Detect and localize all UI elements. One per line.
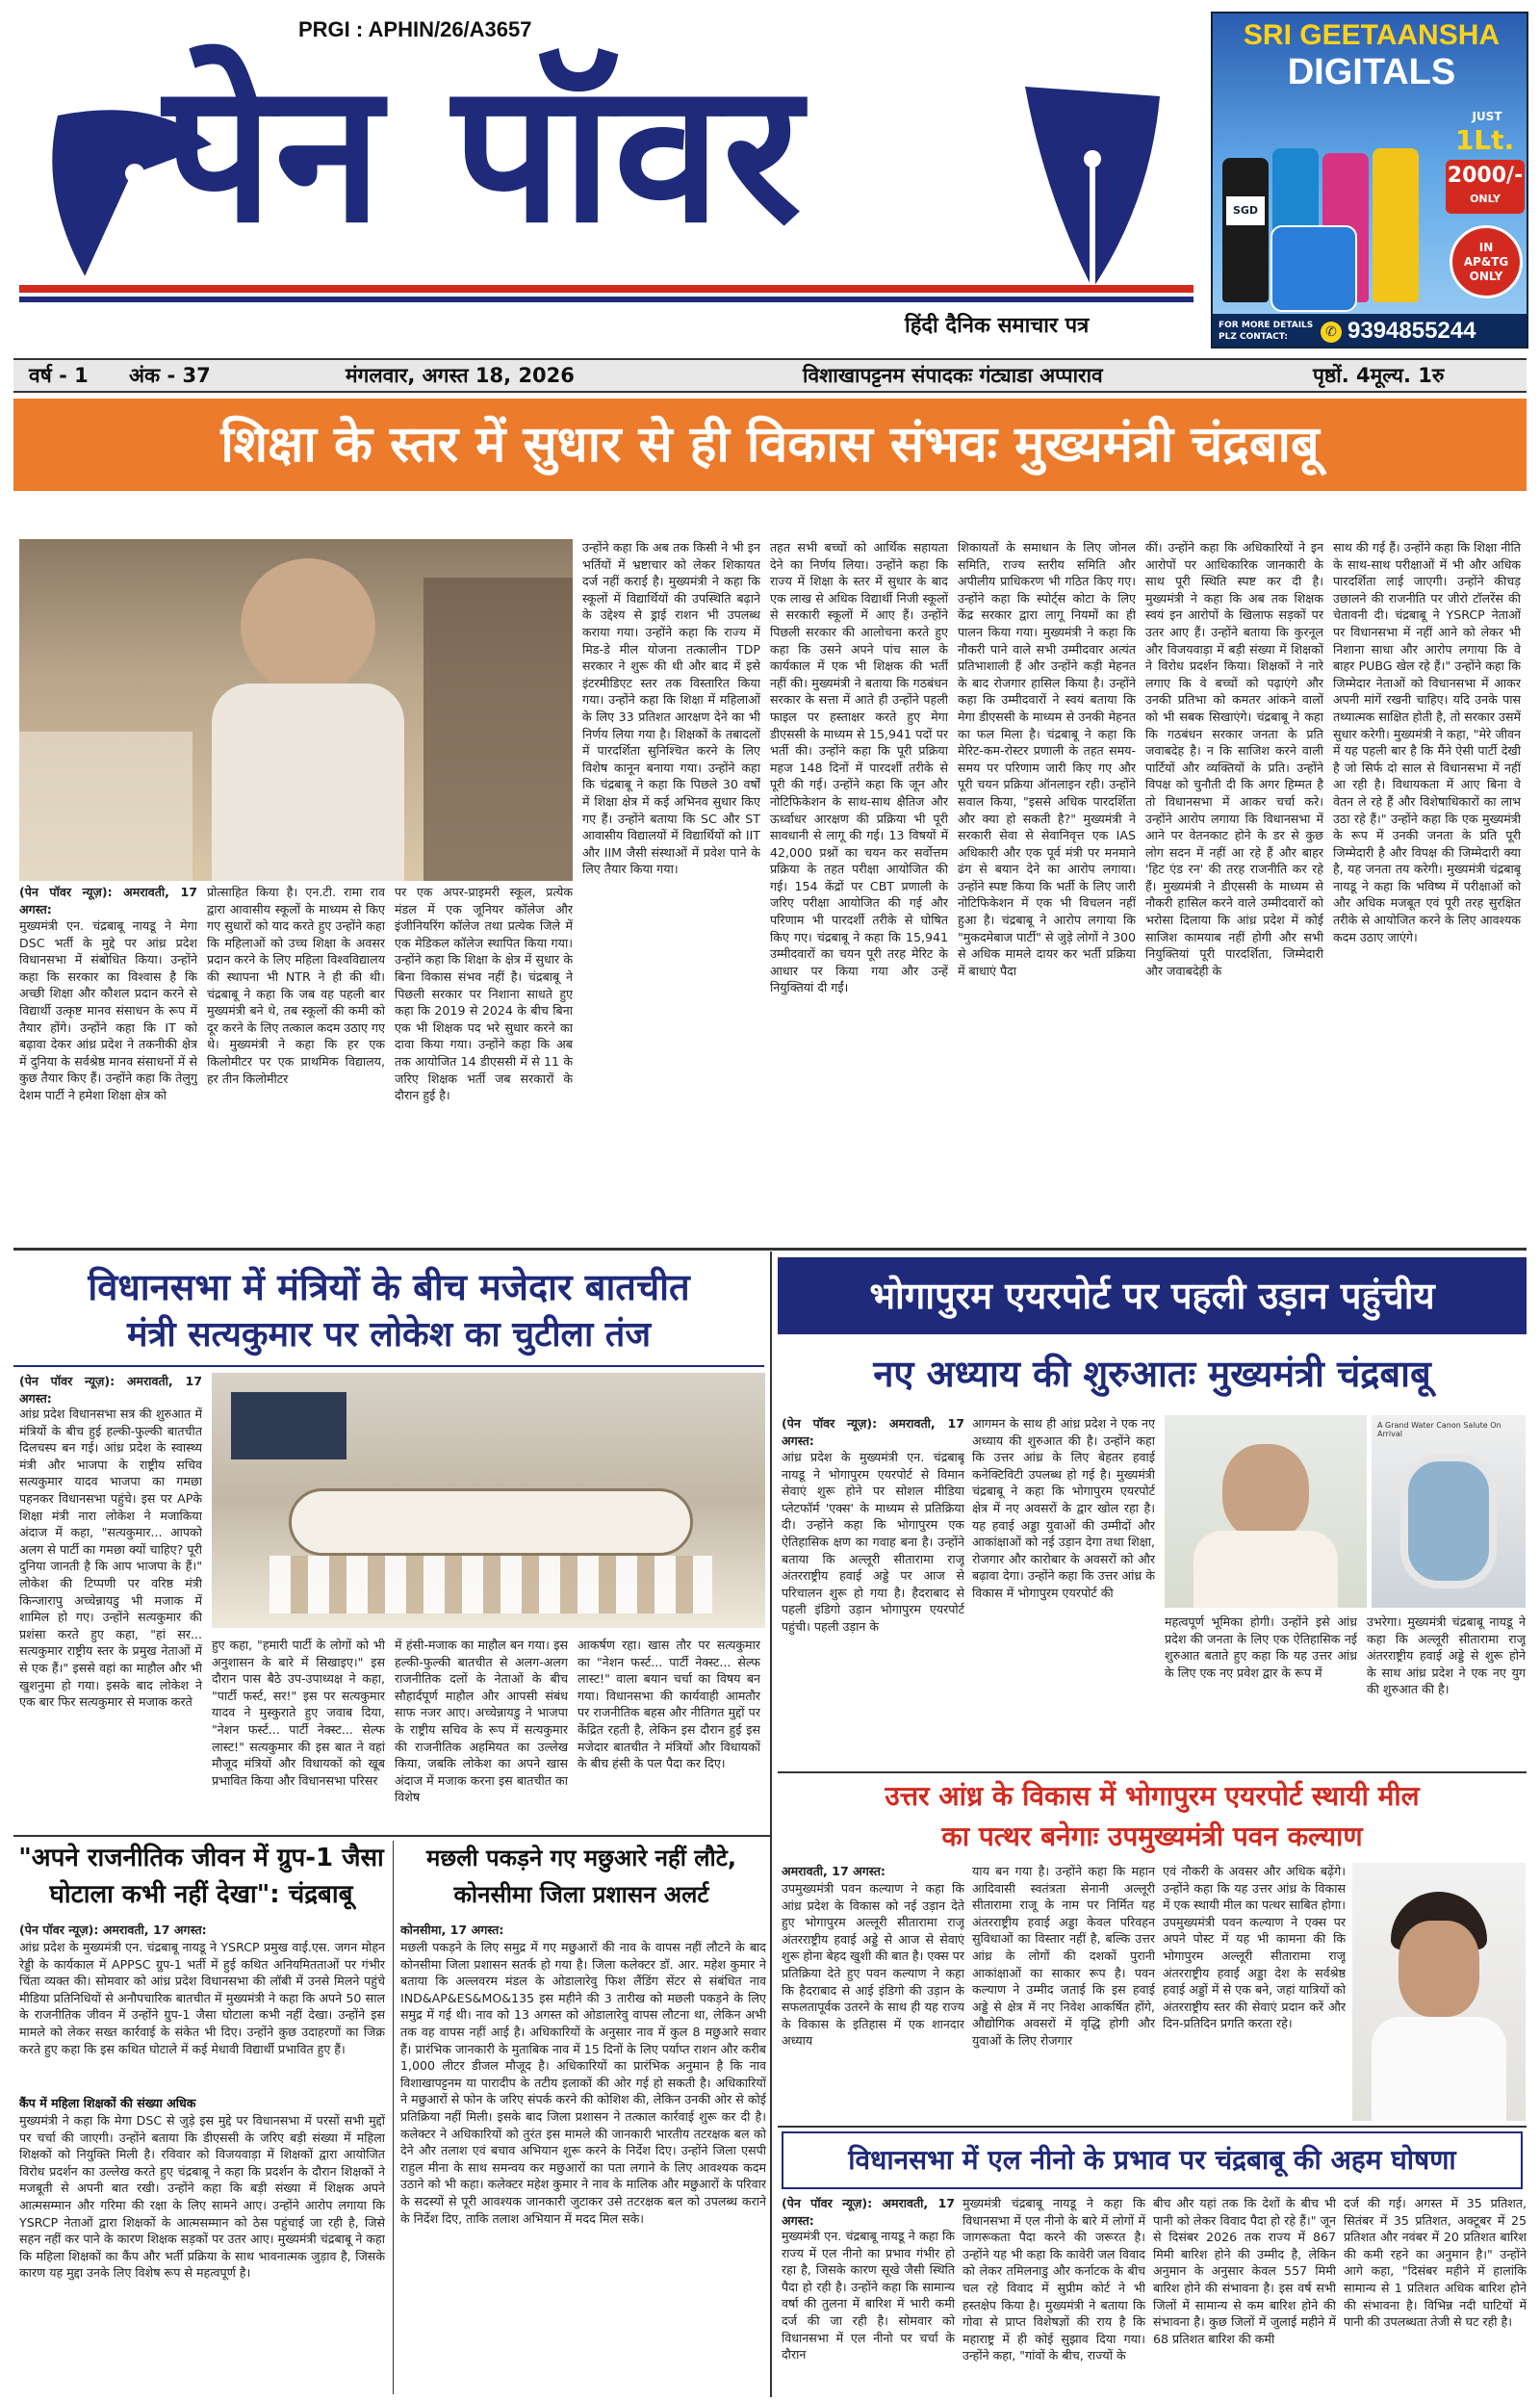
masthead-underline-red <box>19 285 1194 293</box>
pawan-headline2: का पत्थर बनेगाः उपमुख्यमंत्री पवन कल्याण <box>941 1820 1363 1852</box>
section-divider-right-2 <box>778 2126 1527 2128</box>
pawan-col3: एवं नौकरी के अवसर और अधिक बढ़ेंगे। उन्होंने कहा कि यह उत्तर आंध्र के विकास में एक स्थायी मील का पत्थर साबित होगा। उपमुख्यमंत्री पवन कल्याण ने एक्स पर अपने पोस्ट में यह भी कामना की कि भोगापुरम अल्लूरी सीतारामा राजू अंतरराष्ट्रीय हवाई अड्डा देश के सर्वश्रेष्ठ हवाई अड्डों में से एक बने, जहां यात्रियों को अंतरराष्ट्रीय स्तर की सेवाएं प्रदान करें और दिन-प्रतिदिन प्रगति करता रहे। <box>1163 1864 1346 2031</box>
ad-bottles <box>1222 119 1434 312</box>
ad-size: 1Lt. <box>1454 124 1515 156</box>
airport-col3: महत्वपूर्ण भूमिका होगी। उन्होंने इसे आंध्र प्रदेश की जनता के लिए एक ऐतिहासिक नई शुरुआत बताते हुए कहा कि यह उत्तर आंध्र के लिए एक नए प्रवेश द्वार के रूप में <box>1165 1614 1357 1680</box>
elnino-dateline: (पेन पॉवर न्यूज़): अमरावती, 17 अगस्त: <box>782 2196 955 2228</box>
aircraft-window-photo <box>1372 1415 1526 1608</box>
photo-figure-body <box>212 684 404 881</box>
ad-just: JUST <box>1472 110 1502 123</box>
airport-headline1: भोगापुरम एयरपोर्ट पर पहली उड़ान पहुंचीय <box>869 1275 1435 1317</box>
ad-brand-line2: DIGITALS <box>1287 52 1456 92</box>
masthead <box>0 0 1194 351</box>
photo-table <box>289 1488 693 1556</box>
ad-region: IN AP&TG ONLY <box>1463 240 1509 283</box>
cm-portrait-photo <box>1165 1415 1367 1608</box>
masthead-tagline: हिंदी दैनिक समाचार पत्र <box>905 314 1090 338</box>
airport-col1: आंध्र प्रदेश के मुख्यमंत्री एन. चंद्रबाबू नायडू ने भोगापुरम एयरपोर्ट से विमान सेवाएं शुरू होने पर सोशल मीडिया प्लेटफॉर्म 'एक्स' के माध्यम से प्रतिक्रिया दी। उन्होंने कहा कि भोगापुरम एक ऐतिहासिक क्षण का गवाह बना है। उन्होंने बताया कि अल्लूरी सीतारामा राजू अंतरराष्ट्रीय हवाई अड्डे पर आज से परिचालन शुरू हो गया है। हैदराबाद से पहली इंडिगो उड़ान भोगापुरम एयरपोर्ट पहुंची। पहली उड़ान के <box>782 1450 964 1634</box>
fishing-headline2: कोनसीमा जिला प्रशासन अलर्ट <box>453 1881 709 1908</box>
lead-col2: प्रोत्साहित किया है। एन.टी. रामा राव द्वारा आवासीय स्कूलों के माध्यम से किए गए सुधारों को याद करते हुए उन्होंने कहा कि महिलाओं को उच्च शिक्षा के अवसर प्रदान करने के लिए महिला विश्वविद्यालय की स्थापना भी NTR ने ही की थी। चंद्रबाबू ने कहा कि जब वह पहली बार मुख्यमंत्री बने थे, तब स्कूलों की कमी को दूर करने के लिए तत्काल कदम उठाए गए थे। मुख्यमंत्री ने कहा कि हर एक किलोमीटर पर एक प्राथमिक विद्यालय, हर तीन किलोमीटर <box>207 885 385 1086</box>
info-date: मंगलवार, अगस्त 18, 2026 <box>346 364 575 387</box>
airport-headline-bar <box>778 1257 1527 1411</box>
airport-col4: उभरेगा। मुख्यमंत्री चंद्रबाबू नायडू ने कहा कि अल्लूरी सीतारामा राजू अंतरराष्ट्रीय हवाई अड्डे से शुरू होने के साथ आंध्र प्रदेश ने एक नए युग की शुरुआत की है। <box>1367 1614 1526 1697</box>
assembly-col1: आंध्र प्रदेश विधानसभा सत्र की शुरुआत में मंत्रियों के बीच हुई हल्की-फुल्की बातचीत दिलचस्प बन गई। आंध्र प्रदेश के स्वास्थ्य मंत्री और भाजपा के राष्ट्रीय सचिव सत्यकुमार यादव भाजपा का गमछा पहनकर विधानसभा पहुंचे। इस पर APके शिक्षा मंत्री नारा लोकेश ने मजाकिया अंदाज में कहा, "सत्यकुमार... आपको अलग से पार्टी का गमछा क्यों चाहिए? पूरी दुनिया जानती है कि आप भाजपा के हैं।" लोकेश की टिप्पणी पर वरिष्ठ मंत्री किन्जारापु अच्चेन्नायडु भी मजाक में शामिल हो गए। उन्होंने सत्यकुमार की प्रशंसा करते हुए कहा, "हां सर... सत्यकुमार राष्ट्रीय स्तर के प्रमुख नेताओं में से एक हैं।" इससे वहां का माहौल और भी खुशनुमा हो गया। इसके बाद लोकेश ने एक बार फिर सत्यकुमार से मजाक करते <box>19 1407 202 1710</box>
photo-background-members-right <box>424 578 573 881</box>
lead-dateline: (पेन पॉवर न्यूज़): अमरावती, 17 अगस्त: <box>19 885 197 917</box>
advertisement[interactable] <box>1211 12 1528 349</box>
section-divider <box>13 1248 1527 1251</box>
fishing-body: मछली पकड़ने के लिए समुद्र में गए मछुआरों की नाव के वापस नहीं लौटने के बाद कोनसीमा जिला प्रशासन सतर्क हो गया है। जिला कलेक्टर डॉ. आर. महेश कुमार ने बताया कि अल्लवरम मंडल के ओडालारेवु फिश लैंडिंग सेंटर से संबंधित नाव IND&AP&ES&MO&135 इस महीने की 3 तारीख को मछली पकड़ने के लिए समुद्र में गई थी। नाव को 13 अगस्त को ओडालारेवु वापस लौटना था, लेकिन अभी तक वह वापस नहीं आई है। अधिकारियों के अनुसार नाव में कुल 8 मछुआरे सवार हैं। प्रारंभिक जानकारी के मुताबिक नाव में 15 दिनों के लिए पर्याप्त राशन और करीब 1,000 लीटर डीजल मौजूद है। अधिकारियों का प्रारंभिक अनुमान है कि नाव विशाखापट्टनम या पारादीप के तटीय इलाकों की ओर गई हो सकती है। अधिकारियों ने मछुआरों से फोन के जरिए संपर्क करने की कोशिश की, लेकिन उनकी ओर से कोई प्रतिक्रिया नहीं मिली। इसके बाद जिला प्रशासन ने तत्काल कार्रवाई शुरू कर दी है। कलेक्टर ने अधिकारियों को तुरंत इस मामले की जानकारी भारतीय तटरक्षक बल को देने और तलाश एवं बचाव अभियान शुरू करने के निर्देश दिए। उन्होंने जिला एसपी राहुल मीना के साथ समन्वय कर मछुआरों का पता लगाने के लिए आवश्यक कदम उठाने को भी कहा। कलेक्टर महेश कुमार ने नाव के मालिक और मछुआरों के परिवार के सदस्यों से पूरी आवश्यक जानकारी जुटाकर उसे तटरक्षक बल को उपलब्ध कराने के निर्देश दिए, ताकि तलाश अभियान में मदद मिल सके। <box>400 1940 766 2226</box>
pawan-dateline: अमरावती, 17 अगस्त: <box>782 1864 886 1878</box>
section-divider-right <box>778 1771 1527 1773</box>
elnino-col3: बीच और यहां तक कि देशों के बीच भी पानी को लेकर विवाद पैदा हो रहे हैं।" जून से दिसंबर 2026 तक राज्य में 867 मिमी बारिश होने की उम्मीद है, लेकिन अनुमान के अनुसार केवल 557 मिमी बारिश होने की संभावना है। इस वर्ष सभी जिलों में सामान्य से कम बारिश होने की संभावना है। कुछ जिलों में जुलाई महीने में 68 प्रतिशत बारिश की कमी <box>1153 2196 1336 2346</box>
assembly-meeting-photo <box>212 1373 765 1628</box>
pawan-col2: याय बन गया है। उन्होंने कहा कि महान आदिवासी स्वतंत्रता सेनानी अल्लूरी सीतारामा राजू के नाम पर निर्मित यह अंतरराष्ट्रीय हवाई अड्डा केवल परिवहन सुविधाओं का विस्तार नहीं है, बल्कि उत्तर आंध्र के लोगों की दशकों पुरानी आकांक्षाओं का साकार रूप है। पवन कल्याण ने उम्मीद जताई कि इस हवाई अड्डे से क्षेत्र में नए निवेश आकर्षित होंगे, औद्योगिक अवसरों में वृद्धि होगी और युवाओं के लिए रोजगार <box>972 1864 1155 2048</box>
group1-headline2: घोटाला कभी नहीं देखा": चंद्रबाबू <box>49 1880 353 1909</box>
pawan-col1: उपमुख्यमंत्री पवन कल्याण ने कहा कि आंध्र प्रदेश के विकास को नई उड़ान देते हुए भोगापुरम अल्लूरी सीतारामा राजू अंतरराष्ट्रीय हवाई अड्डे से आज से सेवाएं शुरू होना बेहद खुशी की बात है। एक्स पर प्रतिक्रिया देते हुए पवन कल्याण ने कहा कि हैदराबाद से आई इंडिगो की उड़ान के सफलतापूर्वक उतरने के साथ ही यह राज्य के विकास के इतिहास में एक शानदार अध्याय <box>782 1881 964 2049</box>
window-caption: A Grand Water Canon Salute On Arrival <box>1377 1421 1502 1438</box>
ad-brand-line1: SRI GEETAANSHA <box>1243 19 1501 51</box>
group1-body: आंध्र प्रदेश के मुख्यमंत्री एन. चंद्रबाबू नायडू ने YSRCP प्रमुख वाई.एस. जगन मोहन रेड्डी के कार्यकाल में APPSC ग्रुप-1 भर्ती में हुई कथित अनियमितताओं पर गंभीर चिंता व्यक्त की। सोमवार को आंध्र प्रदेश विधानसभा की लॉबी में उनसे मिलने पहुंचे मीडिया प्रतिनिधियों से अनौपचारिक बातचीत में मुख्यमंत्री ने कहा कि अपने 50 साल के राजनीतिक जीवन में उन्होंने ग्रुप-1 जैसा घोटाला कभी नहीं देखा। उन्होंने इस मामले को लेकर सख्त कार्रवाई के संकेत भी दिए। उन्होंने कुछ उदाहरणों का जिक्र करते हुए कहा कि इस कथित घोटाले में कई मेधावी विद्यार्थी प्रभावित हुए हैं। <box>19 1940 385 2056</box>
vertical-divider <box>770 1252 772 2397</box>
group1-body2: मुख्यमंत्री ने कहा कि मेगा DSC से जुड़े इस मुद्दे पर विधानसभा में परसों सभी मुद्दों पर चर्चा की जाएगी। उन्होंने बताया कि डीएससी के जरिए बड़ी संख्या में महिला शिक्षकों को नियुक्ति मिली है। रविवार को विजयवाड़ा में शिक्षकों द्वारा आयोजित विरोध प्रदर्शन का उल्लेख करते हुए चंद्रबाबू ने कहा कि प्रदर्शन के दौरान शिक्षकों ने मजबूती से अपनी बात रखी। उन्होंने कहा कि बड़ी संख्या में शिक्षक अपने आत्मसम्मान और गरिमा की रक्षा के लिए सामने आए। उन्होंने आरोप लगाया कि YSRCP नेताओं द्वारा शिक्षकों के आत्मसम्मान को ठेस पहुंचाई जा रही है, जिसे सहन नहीं कर पाने के कारण शिक्षक सड़कों पर उतर आए। मुख्यमंत्री चंद्रबाबू ने कहा कि महिला शिक्षकों का कैंप और भर्ती प्रक्रिया के साथ भावनात्मक जुड़ाव है, जिसके कारण यह मुद्दा उनके लिए विशेष रूप से महत्वपूर्ण है। <box>19 2113 385 2281</box>
ad-region-badge <box>1450 225 1523 298</box>
fishing-dateline: कोनसीमा, 17 अगस्त: <box>400 1923 504 1937</box>
lead-col7: साथ की गई हैं। उन्होंने कहा कि शिक्षा नीति के साथ-साथ परीक्षाओं में भी और अधिक पारदर्शिता लाई जाएगी। उन्होंने कीचड़ उछालने की राजनीति पर जीरो टॉलरेंस की चेतावनी दी। चंद्रबाबू ने YSRCP नेताओं पर विधानसभा में नहीं आने को लेकर भी निशाना साधा और आरोप लगाया कि वे बाहर PUBG खेल रहे हैं।" उन्होंने कहा कि जिम्मेदार नेताओं को विधानसभा में आकर अपनी मांगें रखनी चाहिए। यदि उनके पास तथ्यात्मक साक्षित होती है, तो सरकार उसमें सुधार करेगी। मुख्यमंत्री ने कहा, "मेरे जीवन में यह पहली बार है कि मैंने ऐसी पार्टी देखी है जो सिर्फ दो साल से विधानसभा में नहीं आ रही है। विधायकता में आए बिना वे वेतन ले रहे हैं और विशेषाधिकारों का लाभ उठा रहे हैं।" उन्होंने कहा कि एक मुख्यमंत्री के रूप में उनकी जनता के प्रति पूरी जिम्मेदारी है और विपक्ष की जिम्मेदारी क्या है, यह जनता तय करेगी। मुख्यमंत्री चंद्रबाबू नायडू ने कहा कि भविष्य में परीक्षाओं को और अधिक मजबूत एवं पूरी तरह सुरक्षित तरीके से आयोजित करने के लिए आवश्यक कदम उठाए जाएंगे। <box>1333 540 1521 944</box>
phone-icon: ✆ <box>1321 322 1342 343</box>
ad-bottle-label: SGD <box>1226 196 1265 225</box>
assembly-headline2: मंत्री सत्यकुमार पर लोकेश का चुटीला तंज <box>126 1315 652 1355</box>
elnino-headline-box <box>782 2131 1523 2189</box>
info-bar <box>13 358 1527 393</box>
lead-headline-bar <box>13 399 1527 491</box>
ad-bottle-front <box>1270 225 1357 312</box>
assembly-col3: में हंसी-मजाक का माहौल बन गया। इस हल्की-फुल्की बातचीत से अलग-अलग राजनीतिक दलों के नेताओं के बीच सौहार्दपूर्ण माहौल और आपसी संबंध साफ नजर आए। अच्चेन्नायडु ने भाजपा के राष्ट्रीय सचिव के रूप में सत्यकुमार की राजनीतिक अहमियत का उल्लेख किया, जबकि लोकेश का अपने खास अंदाज में मजाक करना इस बातचीत का विशेष <box>395 1638 568 1805</box>
photo-people-row <box>270 1556 712 1614</box>
elnino-col4: दर्ज की गई। अगस्त में 35 प्रतिशत, सितंबर में 35 प्रतिशत, अक्टूबर में 25 प्रतिशत और नवंबर में 20 प्रतिशत बारिश की कमी रहने का अनुमान है।" उन्होंने आगे कहा, "दिसंबर महीने में हालांकि सामान्य से 1 प्रतिशत अधिक बारिश होने की संभावना है। विभिन्न नदी घाटियों में पानी की उपलब्धता तेजी से घट रही है। <box>1344 2196 1527 2330</box>
assembly-col2: हुए कहा, "हमारी पार्टी के लोगों को भी अनुशासन के बारे में सिखाइए।" इस दौरान पास बैठे उप-उपाध्यक्ष ने कहा, "पार्टी फर्स्ट, सर!" इस पर सत्यकुमार यादव ने मुस्कुराते हुए जवाब दिया, "नेशन फर्स्ट... पार्टी नेक्स्ट... सेल्फ लास्ट!" सत्यकुमार की इस बात ने वहां मौजूद मंत्रियों और विधायकों को खूब प्रभावित किया और विधानसभा परिसर <box>212 1638 385 1788</box>
ad-bottle-black <box>1222 158 1269 302</box>
elnino-col2: मुख्यमंत्री चंद्रबाबू नायडू ने कहा कि विधानसभा में एल नीनो के बारे में लोगों में जागरूकता पैदा करने की जरूरत है। उन्होंने यह भी कहा कि कावेरी जल विवाद को लेकर तमिलनाडु और कर्नाटक के बीच चल रहे विवाद में सुप्रीम कोर्ट ने भी हस्तक्षेप किया है। मुख्यमंत्री ने बताया कि गोवा से प्राप्त विशेषज्ञों की राय है कि महाराष्ट्र में ही कोई सुझाव दिया गया। उन्होंने कहा, "गांवों के बीच, राज्यों के <box>962 2196 1145 2363</box>
photo-figure-speaker <box>241 558 375 693</box>
info-pages-price: पृष्ठों. 4मूल्य. 1रु <box>1313 364 1445 387</box>
vertical-divider-small <box>393 1841 394 2394</box>
masthead-underline-blue <box>19 297 1194 302</box>
photo-screen <box>231 1392 346 1459</box>
assembly-col4: आकर्षण रहा। खास तौर पर सत्यकुमार का "नेशन फर्स्ट... पार्टी नेक्स्ट... सेल्फ लास्ट!" वाला बयान चर्चा का विषय बन गया। विधानसभा की कार्यवाही आमतौर पर राजनीतिक बहस और नीतिगत मुद्दों पर केंद्रित रहती है, लेकिन इस दौरान हुई इस मजेदार बातचीत ने मंत्रियों और विधायकों के बीच हंसी के पल पैदा कर दिए। <box>578 1638 760 1771</box>
deputy-cm-portrait-photo <box>1352 1863 1526 2121</box>
masthead-title: पेन पॉवर <box>164 41 804 266</box>
info-issue: अंक - 37 <box>129 364 211 387</box>
pawan-headline1: उत्तर आंध्र के विकास में भोगापुरम एयरपोर्ट स्थायी मील <box>885 1780 1420 1812</box>
photo-face <box>1399 1921 1479 2017</box>
photo-shirt <box>1194 1531 1338 1608</box>
elnino-col1: मुख्यमंत्री एन. चंद्रबाबू नायडू ने कहा कि राज्य में एल नीनो का प्रभाव गंभीर हो रहा है, जिसके कारण सूखे जैसी स्थिति पैदा हो रही है। उन्होंने कहा कि सामान्य वर्षा की तुलना में बारिश में भारी कमी दर्ज की जा रही है। सोमवार को विधानसभा में एल नीनो पर चर्चा के दौरान <box>782 2229 955 2362</box>
lead-col3-bottom: पर एक अपर-प्राइमरी स्कूल, प्रत्येक मंडल में एक जूनियर कॉलेज और इंजीनियरिंग कॉलेज तथा प्रत्येक जिले में एक मेडिकल कॉलेज स्थापित किया गया। उन्होंने कहा कि शिक्षा के क्षेत्र में सुधार के बिना विकास संभव नहीं है। चंद्रबाबू ने पिछली सरकार पर निशाना साधते हुए कहा कि 2019 से 2024 के बीच बिना एक भी शिक्षक पद भरे सुधार करने का दावा किया गया। उन्होंने कहा कि अब तक आयोजित 14 डीएससी में से 11 के जरिए शिक्षक भर्ती जब सरकारों के दौरान हुई है। <box>395 885 573 1103</box>
lead-col3: उन्होंने कहा कि अब तक किसी ने भी इन भर्तियों में भ्रष्टाचार को लेकर शिकायत दर्ज नहीं कराई है। मुख्यमंत्री ने कहा कि स्कूलों में विद्यार्थियों की उपस्थिति बढ़ाने के उद्देश्य से ड्राई राशन भी उपलब्ध कराया गया। उन्होंने कहा कि राज्य में मिड-डे मील योजना तत्कालीन TDP सरकार ने शुरू की थी और बाद में इसे इंटरमीडिएट स्तर तक विस्तारित किया गया। उन्होंने कहा कि शिक्षा में महिलाओं के लिए 33 प्रतिशत आरक्षण देने का भी निर्णय लिया गया है। शिक्षकों के तबादलों में पारदर्शिता सुनिश्चित करने के लिए विशेष कानून बनाया गया। उन्होंने कहा कि चंद्रबाबू ने कहा कि पिछले 30 वर्षों में शिक्षा क्षेत्र में कई अभिनव सुधार किए गए हैं। उन्होंने बताया कि SC और ST आवासीय विद्यालयों में विद्यार्थियों को IIT और IIM जैसी संस्थाओं में प्रवेश पाने के लिए तैयार किया गया। <box>582 540 760 877</box>
lead-col6: कीं। उन्होंने कहा कि अधिकारियों ने इन आरोपों पर आधिकारिक जानकारी के साथ पूरी स्थिति स्पष्ट कर दी है। मुख्यमंत्री ने कहा कि अब तक शिक्षक स्वयं इन आरोपों के खिलाफ सड़कों पर उतर आए हैं। उन्होंने बताया कि कुरनूल और विजयवाड़ा में बड़ी संख्या में शिक्षकों ने विरोध प्रदर्शन किया। शिक्षकों ने नारे लगाए कि वे बच्चों को पढ़ाएंगे और उनकी प्रतिभा को कमतर आंकने वालों को भी सबक सिखाएंगे। चंद्रबाबू ने कहा कि गठबंधन सरकार जनता के प्रति जवाबदेह है। न कि साजिश करने वाली पार्टियों और व्यक्तियों के प्रति। उन्होंने विपक्ष को चुनौती दी कि अगर हिम्मत है तो विधानसभा में आकर चर्चा करे। उन्होंने आरोप लगाया कि विधानसभा में आने पर वेतनकाट होने के डर से कुछ लोग सदन में नहीं आ रहे हैं और बाहर 'हिट एंड रन' की तरह राजनीति कर रहे हैं। मुख्यमंत्री ने डीएससी के माध्यम से नौकरी हासिल करने वाले उम्मीदवारों को भरोसा दिलाया कि आंध्र प्रदेश में कोई साजिश कामयाब नहीं होगी और सभी नियुक्तियां पूरी पारदर्शिता, जिम्मेदारी और जवाबदेही के <box>1145 540 1323 978</box>
airport-col2: आगमन के साथ ही आंध्र प्रदेश ने एक नए अध्याय की शुरुआत की है। उन्होंने कहा कि उत्तर आंध्र के लिए बेहतर हवाई कनेक्टिविटी उपलब्ध हो गई है। मुख्यमंत्री चंद्रबाबू ने कहा कि भोगापुरम एयरपोर्ट क्षेत्र में नए अवसरों के द्वार खोल रहा है। यह हवाई अड्डा युवाओं की उम्मीदों और आकांक्षाओं को नई उड़ान देगा तथा शिक्षा, रोजगार और कारोबार के अवसरों को और बढ़ावा देगा। उन्होंने कहा कि उत्तर आंध्र के विकास में भोगापुरम एयरपोर्ट की <box>972 1416 1155 1600</box>
window-frame <box>1400 1454 1497 1588</box>
info-year: वर्ष - 1 <box>29 364 89 387</box>
ad-bottle-yellow <box>1373 148 1419 302</box>
group1-subhead: कैंप में महिला शिक्षकों की संख्या अधिक <box>19 2096 196 2110</box>
lead-col1: मुख्यमंत्री एन. चंद्रबाबू नायडू ने मेगा DSC भर्ती के मुद्दे पर आंध्र प्रदेश विधानसभा में संबोधित किया। उन्होंने कहा कि सरकार का विश्वास है कि अच्छी शिक्षा और कौशल प्रदान करने से विद्यार्थी उत्कृष्ट मानव संसाधन के रूप में तैयार होंगे। उन्होंने कहा कि IT को बढ़ावा देकर आंध्र प्रदेश ने तकनीकी क्षेत्र में दुनिया के सर्वश्रेष्ठ मानव संसाधनों में से कुछ तैयार किए हैं। उन्होंने कहा कि तेलुगु देशम पार्टी ने हमेशा शिक्षा क्षेत्र को <box>19 918 197 1102</box>
photo-face <box>1222 1444 1309 1540</box>
fishing-headline1: मछली पकड़ने गए मछुआरे नहीं लौटे, <box>426 1845 736 1872</box>
ad-price: 2000/- <box>1447 164 1524 188</box>
lead-col5: शिकायतों के समाधान के लिए जोनल समिति, राज्य स्तरीय समिति और अपीलीय प्राधिकरण भी गठित किए गए। उन्होंने कहा कि स्पोर्ट्स कोटा के लिए केंद्र सरकार द्वारा लागू नियमों का ही पालन किया गया। मुख्यमंत्री ने कहा कि नौकरी पाने वाले सभी उम्मीदवार अत्यंत प्रतिभाशाली हैं और उन्होंने कड़ी मेहनत के बाद रोजगार हासिल किया है। उन्होंने कहा कि उम्मीदवारों ने स्वयं बताया कि मेगा डीएससी के माध्यम से उनकी मेहनत का फल मिला है। चंद्रबाबू ने कहा कि मेरिट-कम-रोस्टर प्रणाली के तहत समय-समय पर परिणाम जारी किए गए और पूरी चयन प्रक्रिया ऑनलाइन रही। उन्होंने सवाल किया, "इससे अधिक पारदर्शिता और क्या हो सकती है?" मुख्यमंत्री ने सरकारी सेवा से सेवानिवृत्त एक IAS अधिकारी और एक पूर्व मंत्री पर मनमाने ढंग से बयान देने का आरोप लगाया। उन्होंने स्पष्ट किया कि भर्ती के लिए जारी नोटिफिकेशन में एक भी विचलन नहीं हुआ है। चंद्रबाबू ने आरोप लगाया कि "मुकदमेबाज पार्टी" से जुड़े लोगों ने 300 से अधिक मामले दायर कर भर्ती प्रक्रिया में बाधाएं पैदा <box>958 540 1136 978</box>
info-city-editor: विशाखापट्टनम संपादकः गंट्याडा अप्पाराव <box>803 364 1103 387</box>
cm-assembly-photo <box>19 539 573 881</box>
photo-shirt <box>1372 2017 1506 2121</box>
ad-contact-bar <box>1213 314 1528 349</box>
lead-headline: शिक्षा के स्तर में सुधार से ही विकास संभवः मुख्यमंत्री चंद्रबाबू <box>220 416 1320 474</box>
prgi-number: PRGI : APHIN/26/A3657 <box>298 17 532 41</box>
photo-background-members <box>19 732 192 881</box>
ad-contact-label: FOR MORE DETAILS PLZ CONTACT: <box>1219 321 1314 342</box>
airport-dateline: (पेन पॉवर न्यूज़): अमरावती, 17 अगस्त: <box>782 1416 964 1448</box>
pen-nib-logo-right <box>1006 67 1179 298</box>
assembly-dateline: (पेन पॉवर न्यूज़): अमरावती, 17 अगस्त: <box>19 1374 202 1406</box>
ad-price-badge <box>1446 160 1525 214</box>
elnino-headline: विधानसभा में एल नीनो के प्रभाव पर चंद्रबाबू की अहम घोषणा <box>848 2144 1456 2176</box>
group1-dateline: (पेन पॉवर न्यूज़): अमरावती, 17 अगस्त: <box>19 1923 207 1937</box>
group1-headline1: "अपने राजनीतिक जीवन में ग्रुप-1 जैसा <box>18 1844 384 1872</box>
ad-only: ONLY <box>1470 193 1501 205</box>
airport-headline2: नए अध्याय की शुरुआतः मुख्यमंत्री चंद्रबाबू <box>873 1353 1431 1395</box>
section-divider-left <box>13 1835 770 1837</box>
lead-col4: तहत सभी बच्चों को आर्थिक सहायता देने का निर्णय लिया। उन्होंने कहा कि राज्य में शिक्षा के स्तर में सुधार के बाद एक लाख से अधिक विद्यार्थी निजी स्कूलों से सरकारी स्कूलों में आए हैं। उन्होंने पिछली सरकार की आलोचना करते हुए कहा कि उसने अपने पांच साल के कार्यकाल में एक भी शिक्षक की भर्ती नहीं की। मुख्यमंत्री ने बताया कि गठबंधन सरकार के सत्ता में आते ही उन्होंने पहली फाइल पर हस्ताक्षर करते हुए मेगा डीएससी के माध्यम से 15,941 पदों पर भर्ती की। उन्होंने कहा कि पूरी प्रक्रिया महज 148 दिनों में पारदर्शी तरीके से पूरी की गई। उन्होंने कहा कि जून और नोटिफिकेशन के साथ-साथ क्षैतिज और ऊर्ध्वाधर आरक्षण की प्रक्रिया भी पूरी सावधानी से लागू की गई। 13 विषयों में 42,000 प्रश्नों का चयन कर सर्वोत्तम प्रक्रिया के तहत परीक्षा आयोजित की गई। 154 केंद्रों पर CBT प्रणाली के जरिए परीक्षा आयोजित की गई और परिणाम भी पारदर्शी तरीके से घोषित किए गए। चंद्रबाबू ने कहा कि 15,941 उम्मीदवारों का चयन पूरी तरह मेरिट के आधार पर किया गया और उन्हें नियुक्तियां दी गईं। <box>770 540 948 995</box>
rule <box>13 1365 764 1367</box>
ad-phone: 9394855244 <box>1348 318 1476 344</box>
assembly-headline1: विधानसभा में मंत्रियों के बीच मजेदार बातचीत <box>88 1266 690 1308</box>
